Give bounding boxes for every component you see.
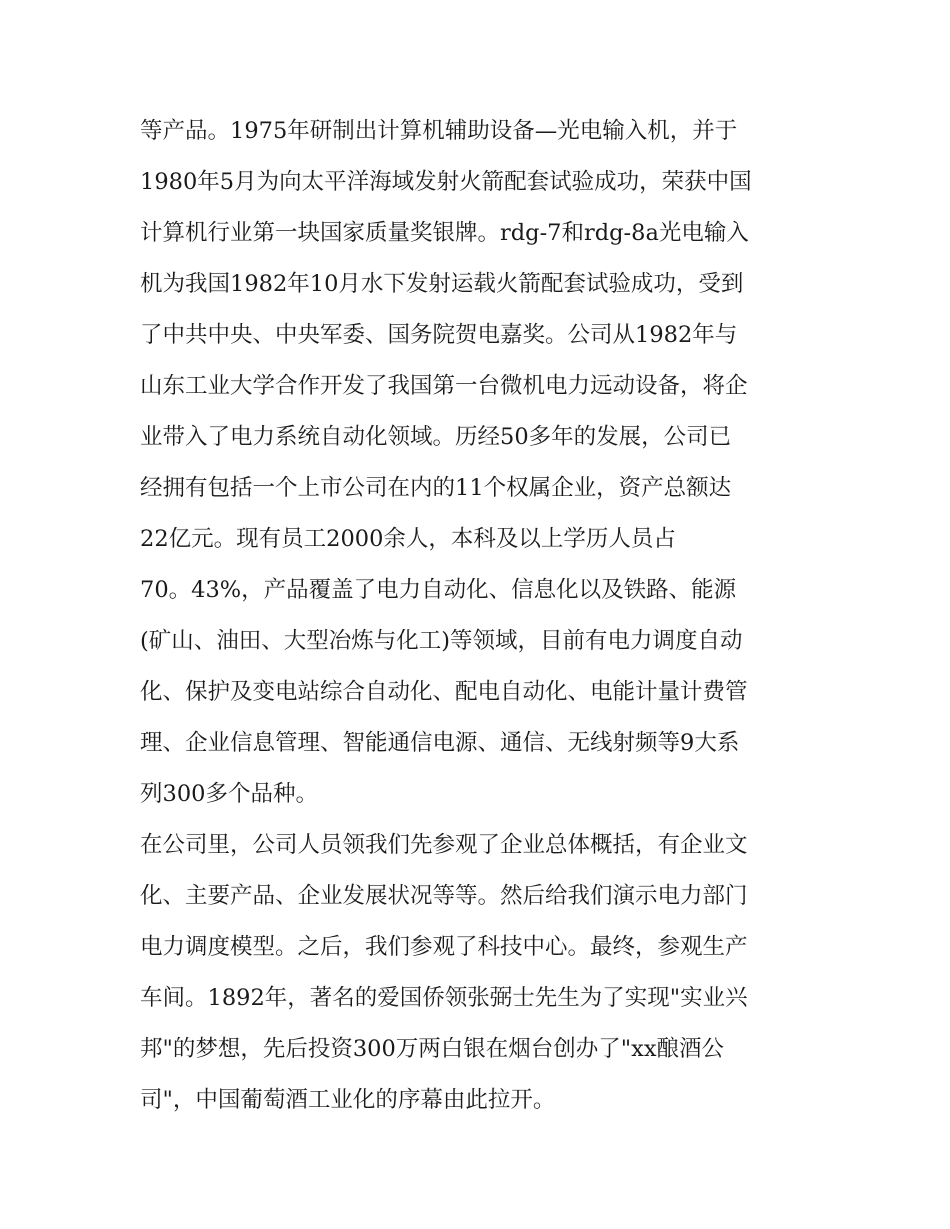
text-line: 在公司里，公司人员领我们先参观了企业总体概括，有企业文 — [140, 832, 748, 858]
text-line: 等产品。1975年研制出计算机辅助设备—光电输入机，并于 — [140, 118, 738, 144]
text-line: 车间。1892年，著名的爱国侨领张弼士先生为了实现"实业兴 — [140, 985, 748, 1011]
text-line: 邦"的梦想，先后投资300万两白银在烟台创办了"xx酿酒公 — [140, 1036, 725, 1062]
text-line: 化、主要产品、企业发展状况等等。然后给我们演示电力部门 — [140, 883, 748, 909]
text-line: 山东工业大学合作开发了我国第一台微机电力远动设备，将企 — [140, 373, 748, 399]
text-line: 司"，中国葡萄酒工业化的序幕由此拉开。 — [140, 1087, 556, 1113]
text-line: 经拥有包括一个上市公司在内的11个权属企业，资产总额达 — [140, 475, 732, 501]
text-line: 电力调度模型。之后，我们参观了科技中心。最终，参观生产 — [140, 934, 748, 960]
body-text — [140, 106, 830, 1126]
text-line: 了中共中央、中央军委、国务院贺电嘉奖。公司从1982年与 — [140, 322, 738, 348]
text-line: (矿山、油田、大型冶炼与化工)等领域，目前有电力调度自动 — [140, 628, 743, 654]
text-line: 理、企业信息管理、智能通信电源、通信、无线射频等9大系 — [140, 730, 740, 756]
text-line: 列300多个品种。 — [140, 781, 318, 807]
text-line: 计算机行业第一块国家质量奖银牌。rdg-7和rdg-8a光电输入 — [140, 220, 749, 246]
text-line: 机为我国1982年10月水下发射运载火箭配套试验成功，受到 — [140, 271, 744, 297]
text-line: 22亿元。现有员工2000余人，本科及以上学历人员占 — [140, 526, 676, 552]
text-line: 化、保护及变电站综合自动化、配电自动化、电能计量计费管 — [140, 679, 748, 705]
text-line: 业带入了电力系统自动化领域。历经50多年的发展，公司已 — [140, 424, 732, 450]
text-line: 70。43%，产品覆盖了电力自动化、信息化以及铁路、能源 — [140, 577, 737, 603]
text-line: 1980年5月为向太平洋海域发射火箭配套试验成功，荣获中国 — [140, 169, 752, 195]
